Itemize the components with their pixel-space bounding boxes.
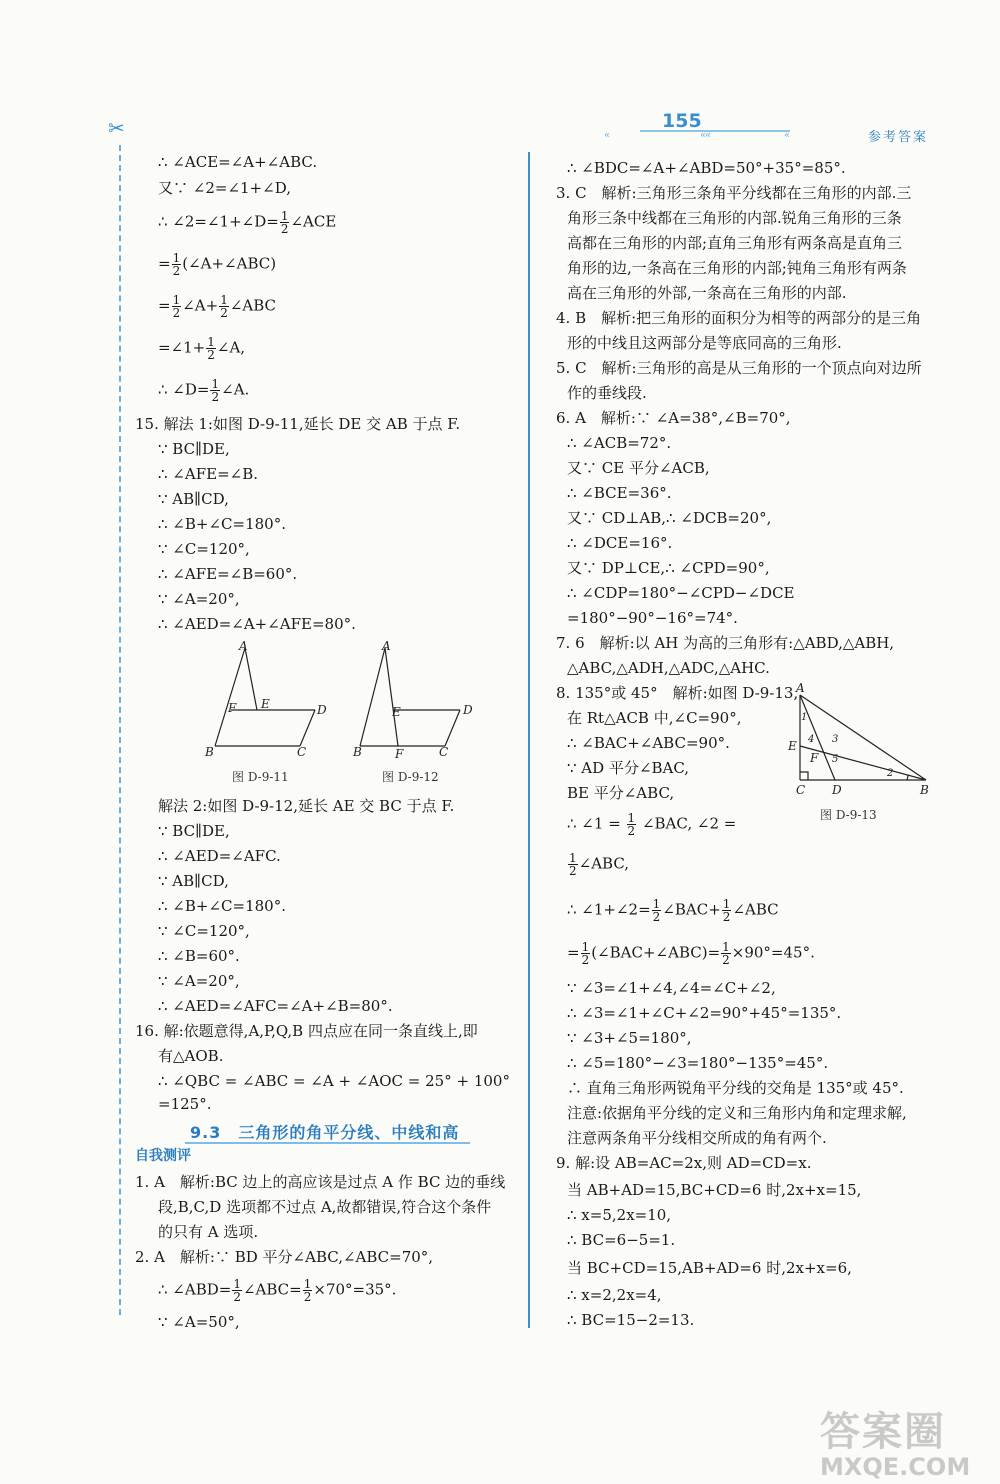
fig11-label: E: [261, 697, 270, 711]
left-line: 又∵ ∠2=∠1+∠D,: [158, 179, 291, 197]
left-line: = $\frac{1}{2}$ (∠A+∠ABC): [158, 251, 277, 278]
left-line: =125°.: [158, 1095, 212, 1113]
right-line: ∴ ∠CDP=180°−∠CPD−∠DCE: [567, 584, 795, 602]
cut-line: [119, 145, 121, 1315]
left-line: ∵ ∠C=120°,: [158, 540, 250, 558]
fraction-half: $\frac{1}{2}$: [303, 1277, 312, 1304]
figure-caption: 图 D-9-13: [820, 808, 877, 822]
right-line: ∴ ∠5=180°−∠3=180°−135°=45°.: [567, 1054, 829, 1072]
left-line: ∵ BC∥DE,: [158, 822, 230, 840]
left-line: ∵ ∠A=20°,: [158, 590, 240, 608]
right-line: 作的垂线段.: [567, 384, 647, 402]
right-line: ∴ x=2,2x=4,: [567, 1286, 662, 1304]
figure-caption: 图 D-9-12: [382, 770, 439, 784]
right-line: ∴ ∠ACB=72°.: [567, 434, 672, 452]
right-line: 角形的边,一条高在三角形的内部;钝角三角形有两条: [567, 259, 907, 277]
answer-4: 4. B 解析:把三角形的面积分为相等的两部分的是三角: [556, 309, 922, 327]
fraction-half: $\frac{1}{2}$: [233, 1277, 241, 1304]
right-line: 当 BC+CD=15,AB+AD=6 时,2x+x=6,: [567, 1259, 852, 1277]
left-line: ∴ ∠B=60°.: [158, 947, 240, 965]
fig12-label: F: [395, 747, 404, 761]
left-line: = $\frac{1}{2}$ ∠A+ $\frac{1}{2}$ ∠ABC: [158, 293, 277, 320]
answer-3: 3. C 解析:三角形三条角平分线都在三角形的内部.三: [556, 184, 912, 202]
left-line: ∴ ∠AED=∠AFC=∠A+∠B=80°.: [158, 997, 393, 1015]
fig13-label: 3: [832, 734, 839, 745]
fig12-label: A: [382, 639, 391, 653]
right-line: BE 平分∠ABC,: [567, 784, 675, 802]
right-line: 当 AB+AD=15,BC+CD=6 时,2x+x=15,: [567, 1181, 862, 1199]
fraction-half: $\frac{1}{2}$: [220, 293, 228, 320]
left-line: ∴ ∠AED=∠AFC.: [158, 847, 281, 865]
fig13-label: A: [796, 681, 805, 695]
left-line: =∠1+ $\frac{1}{2}$ ∠A,: [158, 335, 246, 362]
fraction-half: $\frac{1}{2}$: [172, 251, 181, 278]
fig12-label: E: [392, 705, 401, 719]
left-line: ∴ ∠2=∠1+∠D= $\frac{1}{2}$ ∠ACE: [158, 209, 337, 236]
right-line: 注意:依据角平分线的定义和三角形内角和定理求解,: [567, 1104, 907, 1122]
right-line: ∴ 直角三角形两锐角平分线的交角是 135°或 45°.: [567, 1079, 904, 1097]
answer-9: 9. 解:设 AB=AC=2x,则 AD=CD=x.: [556, 1154, 812, 1172]
fig12-line-ab: [360, 648, 385, 746]
fig13-label: E: [788, 739, 797, 753]
fig13-line-ad: [800, 695, 835, 780]
left-line: 的只有 A 选项.: [158, 1223, 259, 1241]
fraction-half: $\frac{1}{2}$: [569, 851, 577, 878]
question-16: 16. 解:依题意得,A,P,Q,B 四点应在同一条直线上,即: [135, 1022, 478, 1040]
left-line: ∴ ∠B+∠C=180°.: [158, 515, 286, 533]
right-line: ∴ ∠1+∠2= $\frac{1}{2}$ ∠BAC+ $\frac{1}{2}$ ∠ABC: [567, 897, 779, 924]
left-line: ∴ ∠B+∠C=180°.: [158, 897, 286, 915]
left-line: ∵ ∠C=120°,: [158, 922, 250, 940]
right-line: ∴ BC=6−5=1.: [567, 1231, 676, 1249]
answer-7: 7. 6 解析:以 AH 为高的三角形有:△ABD,△ABH,: [556, 634, 895, 652]
figure-d-9-11: [195, 638, 345, 763]
left-line: 有△AOB.: [158, 1047, 224, 1065]
fig11-label: C: [297, 745, 307, 759]
left-line: ∴ ∠D= $\frac{1}{2}$ ∠A.: [158, 377, 250, 404]
fig13-right-angle: [800, 772, 808, 780]
header-arrows-mid: ««: [700, 130, 711, 141]
right-line: ∴ x=5,2x=10,: [567, 1206, 672, 1224]
fig13-label: F: [810, 751, 819, 765]
figure-d-9-12: [350, 638, 490, 763]
method-2: 解法 2:如图 D-9-12,延长 AE 交 BC 于点 F.: [158, 797, 455, 815]
fig13-line-ab: [800, 695, 926, 780]
fraction-half: $\frac{1}{2}$: [722, 897, 731, 924]
right-line: ∵ ∠3+∠5=180°,: [567, 1029, 692, 1047]
fig11-line-cd: [300, 710, 315, 746]
right-line: 高都在三角形的内部;直角三角形有两条高是直角三: [567, 234, 903, 252]
right-line: ∵ AD 平分∠BAC,: [567, 759, 690, 777]
fig13-label: C: [796, 783, 806, 797]
fraction-half: $\frac{1}{2}$: [581, 940, 590, 967]
scissors-icon: ✂: [108, 116, 125, 140]
right-line: 高在三角形的外部,一条高在三角形的内部.: [567, 284, 847, 302]
figure-d-9-13: [780, 680, 940, 805]
fig13-label: 2: [887, 768, 894, 779]
fraction-half: $\frac{1}{2}$: [172, 293, 181, 320]
right-line: ∴ ∠BAC+∠ABC=90°.: [567, 734, 730, 752]
watermark-logo: 答案圈 MXQE.COM: [820, 1409, 971, 1481]
fig12-label: D: [463, 703, 473, 717]
right-line: 形的中线且这两部分是等底同高的三角形.: [567, 334, 842, 352]
fraction-half: $\frac{1}{2}$: [207, 335, 215, 362]
right-line: =180°−90°−16°=74°.: [567, 609, 738, 627]
left-line: ∴ ∠ACE=∠A+∠ABC.: [158, 153, 318, 171]
left-line: ∴ ∠AFE=∠B=60°.: [158, 565, 298, 583]
fig11-label: A: [239, 639, 248, 653]
right-line: = $\frac{1}{2}$ (∠BAC+∠ABC)= $\frac{1}{2}$ ×90°=45°.: [567, 940, 815, 967]
section-subtitle: 自我测评: [135, 1148, 191, 1164]
left-line: ∴ ∠QBC = ∠ABC = ∠A + ∠AOC = 25° + 100°: [158, 1072, 510, 1090]
fraction-half: $\frac{1}{2}$: [722, 940, 730, 967]
answer-5: 5. C 解析:三角形的高是从三角形的一个顶点向对边所: [556, 359, 922, 377]
right-line: 又∵ CE 平分∠ACB,: [567, 459, 710, 477]
left-line: ∴ ∠AFE=∠B.: [158, 465, 258, 483]
right-line: ∴ ∠BCE=36°.: [567, 484, 672, 502]
left-line: ∵ ∠A=20°,: [158, 972, 240, 990]
page-header-title: 参考答案: [868, 130, 929, 145]
fig11-line-ae: [245, 648, 257, 710]
right-line: △ABC,△ADH,△ADC,△AHC.: [567, 659, 770, 677]
fig11-line-ab: [215, 648, 245, 746]
right-line: 又∵ CD⊥AB,∴ ∠DCB=20°,: [567, 509, 772, 527]
fig11-label: D: [317, 703, 327, 717]
left-line: ∴ ∠ABD= $\frac{1}{2}$ ∠ABC= $\frac{1}{2}$ ×70°=35°.: [158, 1277, 397, 1304]
fig11-label: B: [205, 745, 214, 759]
fraction-half: $\frac{1}{2}$: [211, 377, 220, 404]
answer-8: 8. 135°或 45° 解析:如图 D-9-13,: [556, 684, 799, 702]
answer-1: 1. A 解析:BC 边上的高应该是过点 A 作 BC 边的垂线: [135, 1173, 506, 1191]
question-15: 15. 解法 1:如图 D-9-11,延长 DE 交 AB 于点 F.: [135, 415, 461, 433]
fig13-label: B: [920, 783, 929, 797]
header-arrows-left: «: [604, 130, 610, 141]
right-line: 在 Rt△ACB 中,∠C=90°,: [567, 709, 742, 727]
fig12-line-af: [385, 648, 398, 746]
header-arrows-right: «: [784, 130, 790, 141]
right-line: ∵ ∠3=∠1+∠4,∠4=∠C+∠2,: [567, 979, 776, 997]
fig13-label: 5: [832, 754, 839, 765]
left-line: ∵ AB∥CD,: [158, 490, 229, 508]
answer-6: 6. A 解析:∵ ∠A=38°,∠B=70°,: [556, 409, 791, 427]
left-line: ∵ AB∥CD,: [158, 872, 229, 890]
figure-caption: 图 D-9-11: [232, 770, 289, 784]
fig13-line-eb: [800, 746, 926, 780]
answer-2: 2. A 解析:∵ BD 平分∠ABC,∠ABC=70°,: [135, 1248, 434, 1266]
fig13-angle-arc: [907, 775, 908, 780]
fraction-half: $\frac{1}{2}$: [627, 811, 636, 838]
left-line: 段,B,C,D 选项都不过点 A,故都错误,符合这个条件: [158, 1198, 492, 1216]
fraction-half: $\frac{1}{2}$: [280, 209, 289, 236]
right-line: 注意两条角平分线相交所成的角有两个.: [567, 1129, 827, 1147]
fig13-label: 1: [801, 712, 808, 723]
right-line: $\frac{1}{2}$ ∠ABC,: [569, 851, 630, 878]
fig12-line-cd: [445, 710, 460, 746]
right-line: 角形三条中线都在三角形的内部.锐角三角形的三条: [567, 209, 902, 227]
fig11-label: F: [228, 701, 237, 715]
right-line: ∴ ∠BDC=∠A+∠ABD=50°+35°=85°.: [567, 159, 846, 177]
right-line: ∴ ∠3=∠1+∠C+∠2=90°+45°=135°.: [567, 1004, 842, 1022]
fraction-half: $\frac{1}{2}$: [652, 897, 661, 924]
fig13-label: D: [832, 783, 842, 797]
right-line: ∴ ∠1 = $\frac{1}{2}$ ∠BAC, ∠2 =: [567, 811, 737, 838]
right-line: ∴ ∠DCE=16°.: [567, 534, 673, 552]
left-line: ∵ BC∥DE,: [158, 440, 230, 458]
section-title: 9.3 三角形的角平分线、中线和高: [190, 1123, 460, 1142]
left-line: ∵ ∠A=50°,: [158, 1313, 240, 1331]
page-number: 155: [662, 110, 702, 132]
section-underline: [185, 1142, 470, 1144]
column-divider: [528, 152, 530, 1328]
fig12-label: B: [353, 745, 362, 759]
fig13-label: 4: [808, 734, 815, 745]
left-line: ∴ ∠AED=∠A+∠AFE=80°.: [158, 615, 356, 633]
right-line: ∴ BC=15−2=13.: [567, 1311, 695, 1329]
right-line: 又∵ DP⊥CE,∴ ∠CPD=90°,: [567, 559, 770, 577]
fig12-label: C: [439, 745, 449, 759]
